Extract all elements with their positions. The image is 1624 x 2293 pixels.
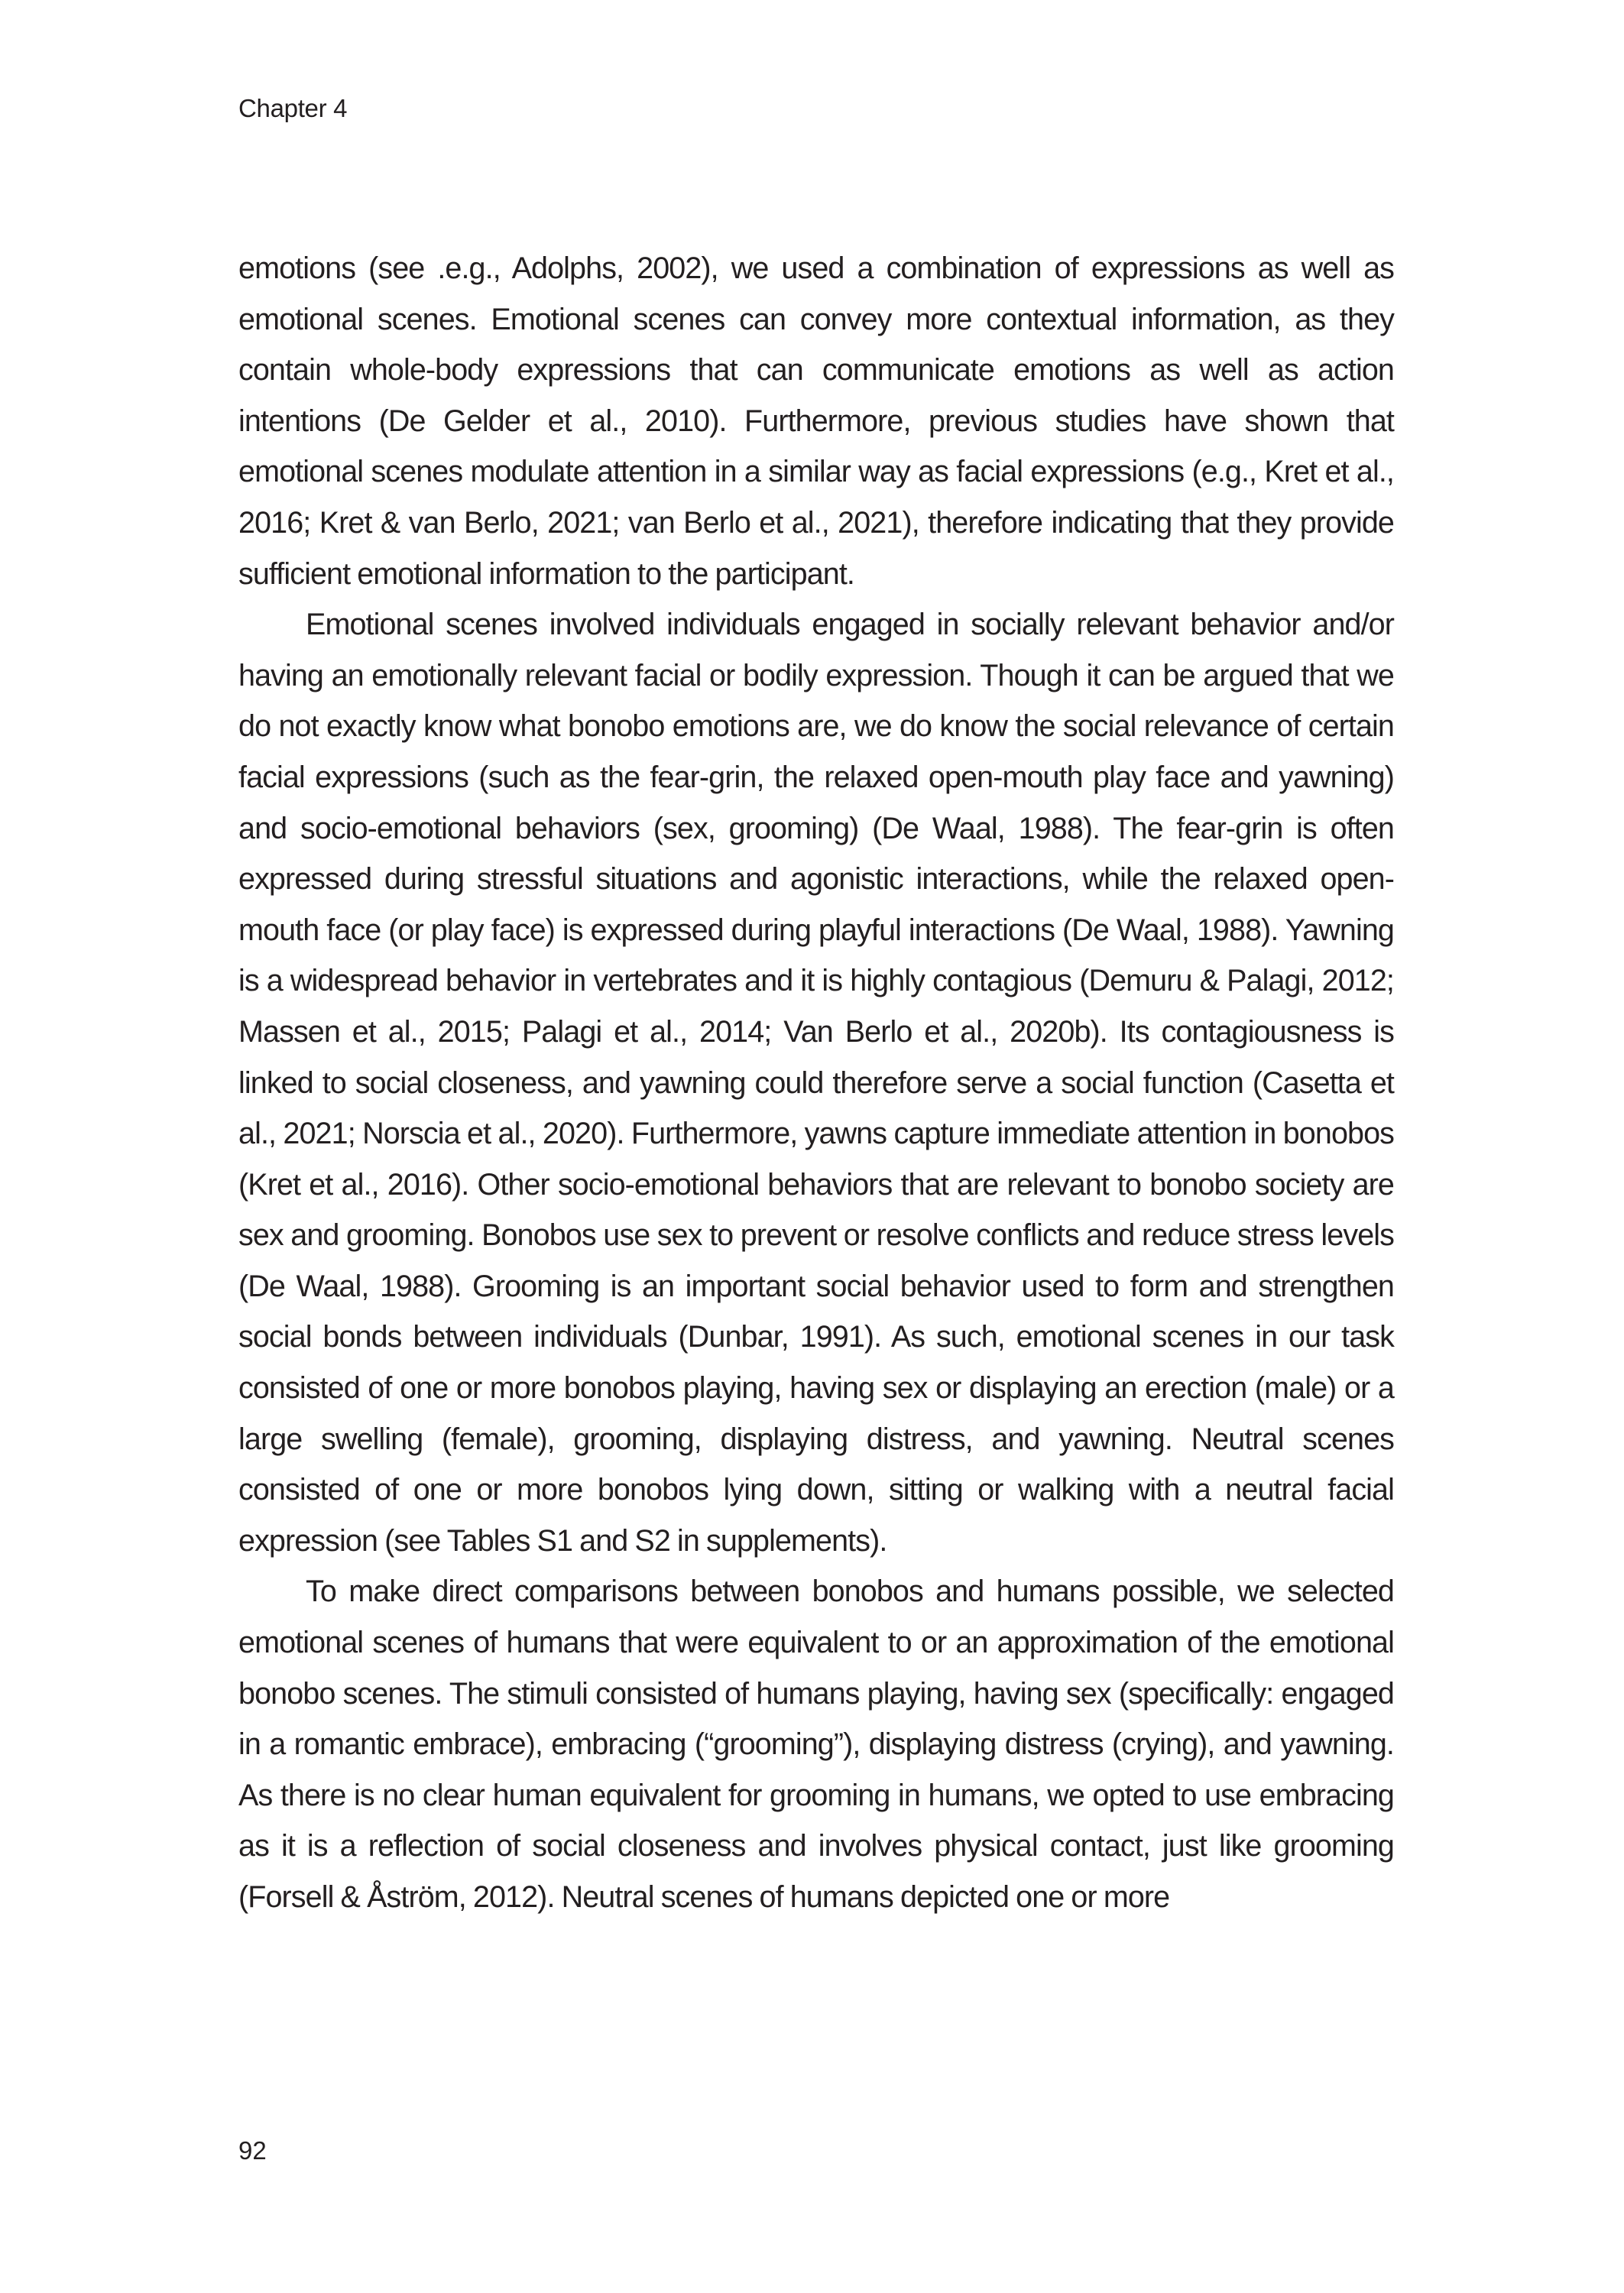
- page-number: 92: [238, 2136, 267, 2165]
- paragraph-1: emotions (see .e.g., Adolphs, 2002), we used a combination of expressions as well as emotional scenes. Emotional scenes can convey more contextual information, as they contain whole-body expressions that can communicate emotions as well as action intentions (De Gelder et al., 2010). Furthermore, previous studies have shown that emotional scenes modulate attention in a similar way as facial expressions (e.g., Kret et al., 2016; Kret & van Berlo, 2021; van Berlo et al., 2021), therefore indicating that they provide sufficient emotional information to the participant.: [238, 251, 1394, 591]
- running-header: Chapter 4: [238, 94, 348, 122]
- body-text: [238, 243, 1394, 1923]
- paragraph-2: Emotional scenes involved individuals engaged in socially relevant behavior and/or having an emotionally relevant facial or bodily expression. Though it can be argued that we do not exactly know what bonobo emotions are, we do know the social relevance of certain facial expressions (such as the fear-grin, the relaxed open-mouth play face and yawning) and socio-emotional behaviors (sex, grooming) (De Waal, 1988). The fear-grin is often expressed during stressful situations and agonistic interactions, while the relaxed open-mouth face (or play face) is expressed during playful interactions (De Waal, 1988). Yawning is a widespread behavior in vertebrates and it is highly contagious (Demuru & Palagi, 2012; Massen et al., 2015; Palagi et al., 2014; Van Berlo et al., 2020b). Its contagiousness is linked to social closeness, and yawning could therefore serve a social function (Casetta et al., 2021; Norscia et al., 2020). Furthermore, yawns capture immediate attention in bonobos (Kret et al., 2016). Other socio-emotional behaviors that are relevant to bonobo society are sex and grooming. Bonobos use sex to prevent or resolve conflicts and reduce stress levels (De Waal, 1988). Grooming is an important social behavior used to form and strengthen social bonds between individuals (Dunbar, 1991). As such, emotional scenes in our task consisted of one or more bonobos playing, having sex or displaying an erection (male) or a large swelling (female), grooming, displaying distress, and yawning. Neutral scenes consisted of one or more bonobos lying down, sitting or walking with a neutral facial expression (see Tables S1 and S2 in supplements).: [238, 608, 1394, 1558]
- paragraph-3: To make direct comparisons between bonobos and humans possible, we selected emotional scenes of humans that were equivalent to or an approximation of the emotional bonobo scenes. The stimuli consisted of humans playing, having sex (specifically: engaged in a romantic embrace), embracing (“grooming”), displaying distress (crying), and yawning. As there is no clear human equivalent for grooming in humans, we opted to use embracing as it is a reflection of social closeness and involves physical contact, just like grooming (Forsell & Åström, 2012). Neutral scenes of humans depicted one or more: [238, 1575, 1394, 1914]
